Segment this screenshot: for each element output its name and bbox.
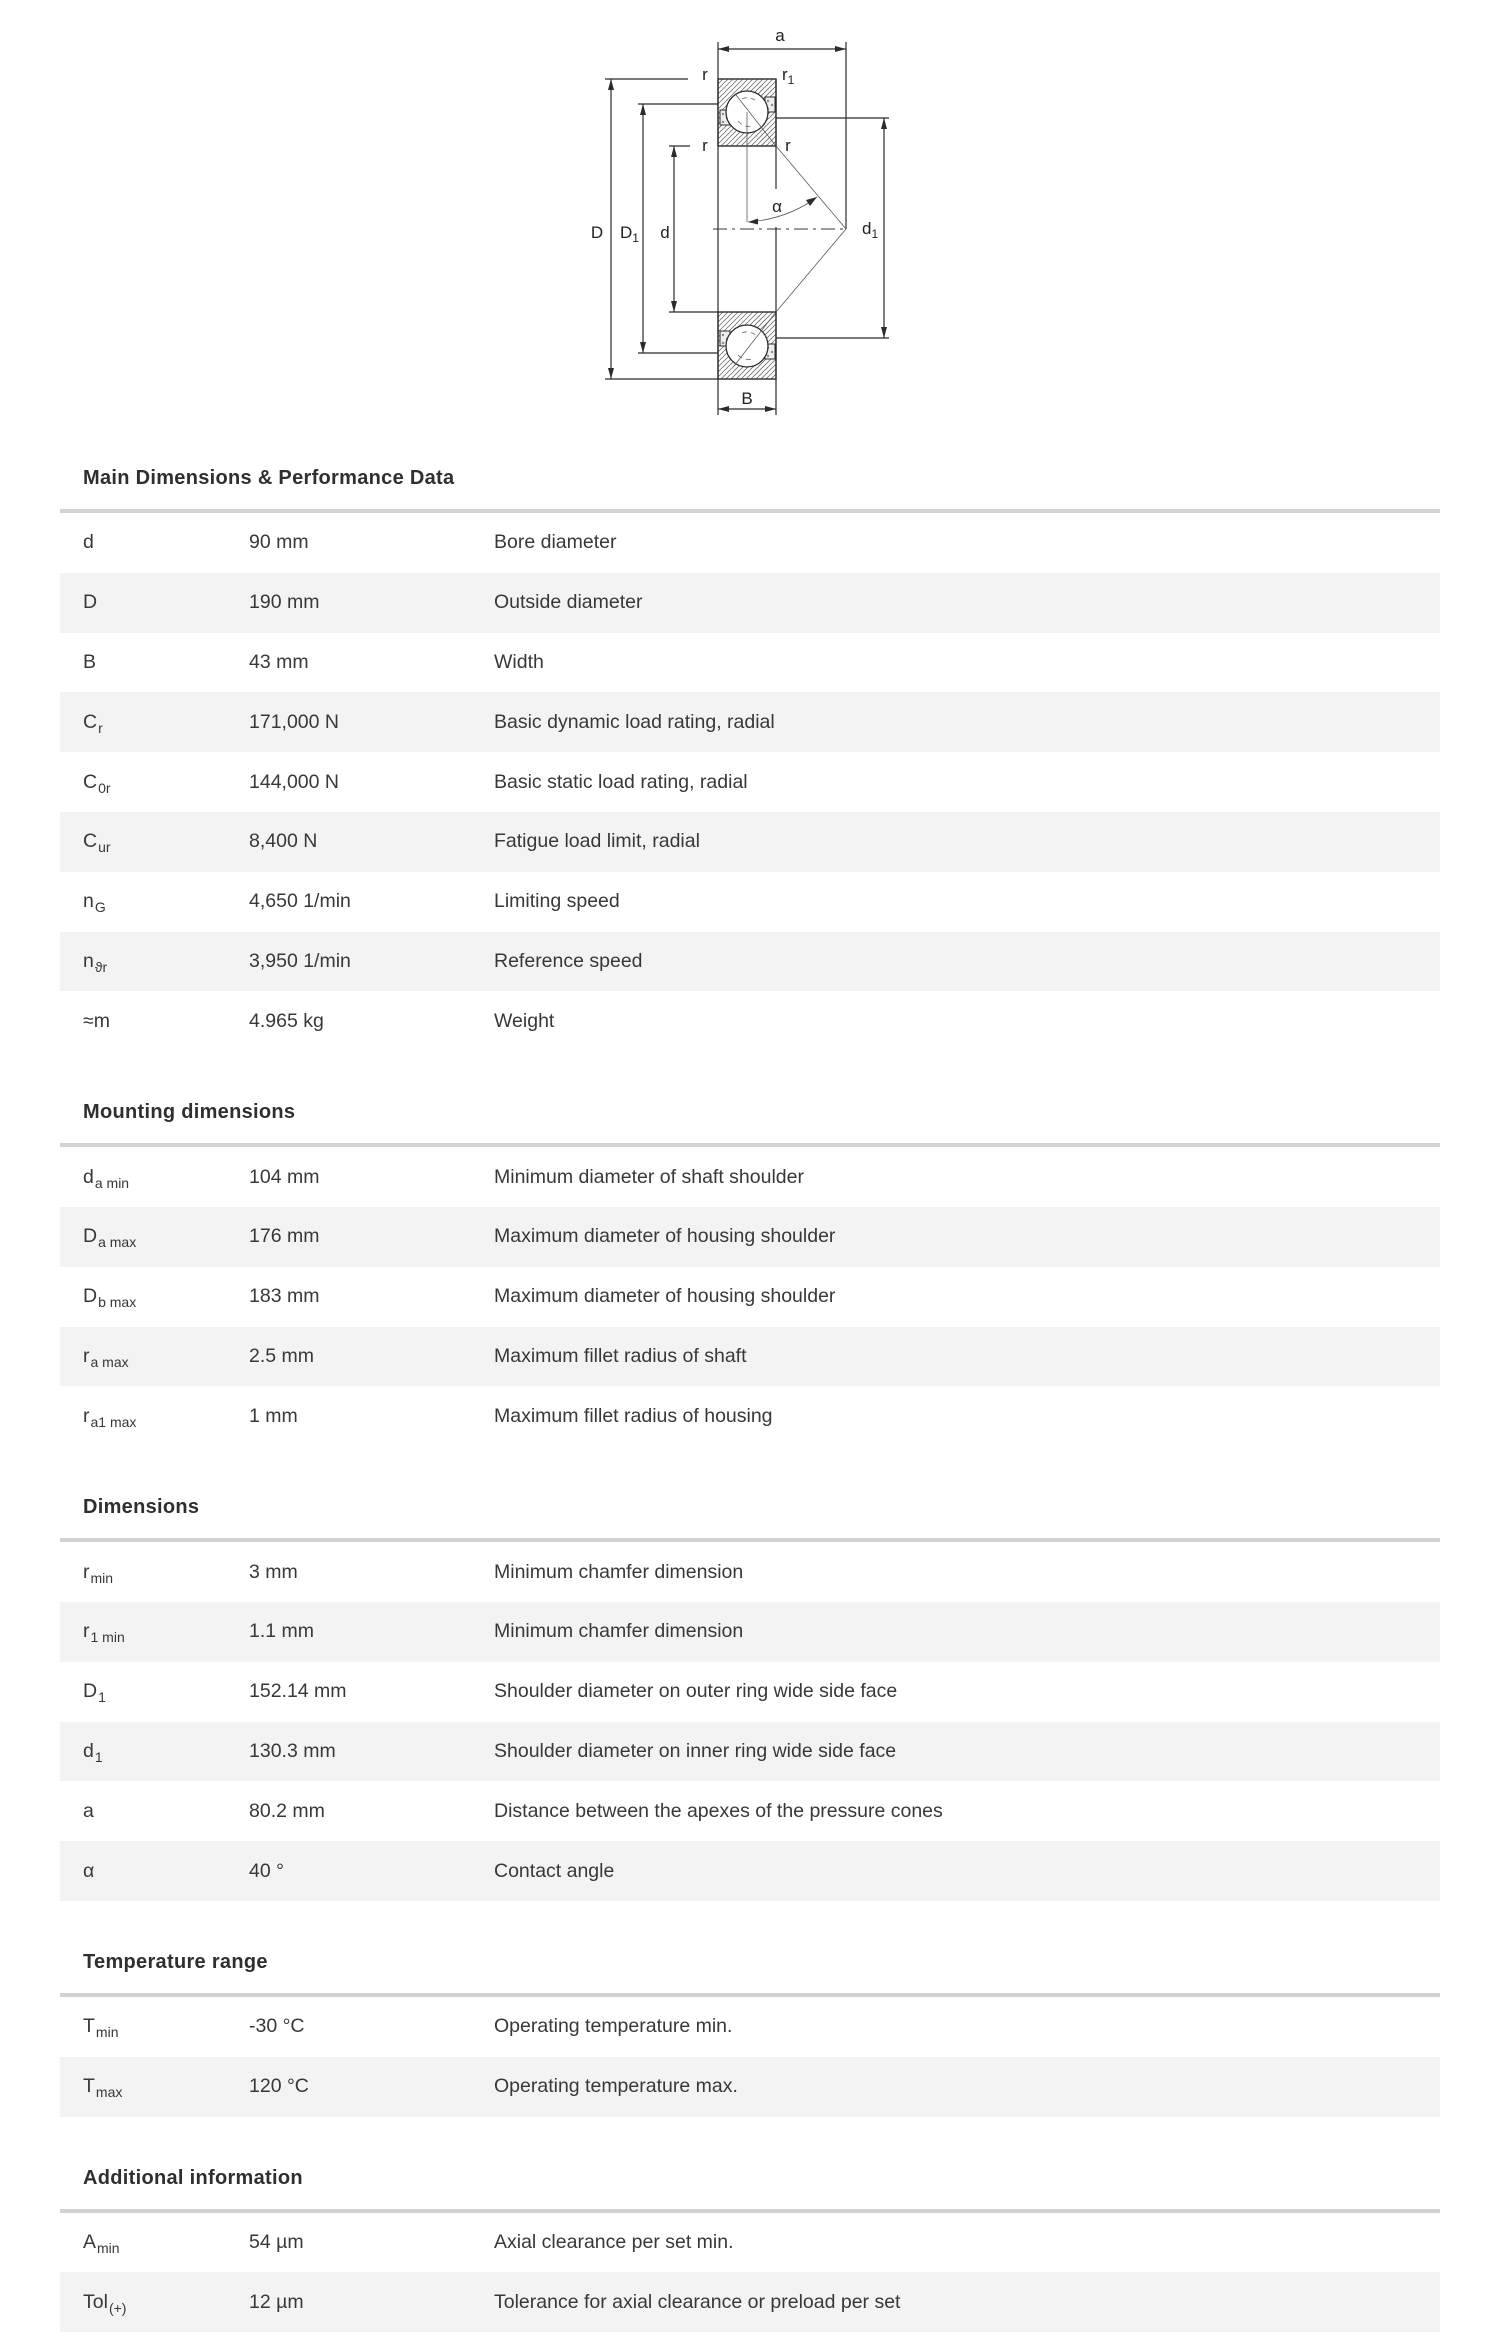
spec-description: Limiting speed: [494, 890, 620, 913]
label-base: r: [785, 136, 791, 155]
arrowhead: [671, 146, 677, 157]
symbol-base: ≈m: [83, 1009, 110, 1032]
arrowhead: [671, 301, 677, 312]
pressure-cone-upper: [776, 146, 846, 229]
spec-value: 176 mm: [249, 1225, 320, 1248]
label-base: r: [702, 65, 708, 84]
hatch-line: [771, 374, 776, 379]
spec-description: Minimum chamfer dimension: [494, 1560, 744, 1583]
symbol-base: D: [83, 1225, 98, 1248]
spec-row: [60, 513, 1440, 573]
spec-value: 40 °: [249, 1859, 284, 1882]
spec-symbol: [83, 2015, 249, 2041]
spec-value: 3 mm: [249, 1560, 298, 1583]
spec-symbol: [83, 2291, 249, 2314]
spec-row: [60, 1147, 1440, 1207]
symbol-base: n: [83, 890, 94, 913]
arrowhead: [881, 118, 887, 129]
arrowhead: [748, 219, 758, 225]
spec-symbol: [83, 950, 249, 973]
spec-description: Shoulder diameter on outer ring wide side face: [494, 1680, 898, 1703]
symbol-base: r: [83, 1620, 90, 1643]
symbol-subscript: max: [95, 2084, 123, 2101]
spec-symbol: [83, 651, 249, 674]
spec-symbol: [83, 1166, 249, 1189]
spec-symbol: [83, 1225, 249, 1251]
spec-description: Operating temperature min.: [494, 2015, 733, 2038]
spec-row: [60, 2057, 1440, 2117]
spec-value: 171,000 N: [249, 710, 339, 733]
arrowhead: [881, 327, 887, 338]
spec-symbol: [83, 711, 249, 734]
symbol-subscript: min: [90, 1569, 114, 1586]
symbol-base: D: [83, 1285, 98, 1308]
hatch-line: [718, 312, 728, 322]
section-main-dimensions: [60, 417, 1440, 1051]
symbol-base: n: [83, 949, 94, 972]
spec-description: Minimum diameter of shaft shoulder: [494, 1165, 804, 1188]
spec-value: 144,000 N: [249, 770, 339, 793]
spec-symbol: [83, 1800, 249, 1823]
spec-value: 130.3 mm: [249, 1739, 336, 1762]
label-a: [775, 26, 785, 45]
symbol-base: B: [83, 650, 97, 673]
spec-value: 190 mm: [249, 591, 320, 614]
label-subscript: 1: [632, 231, 639, 245]
arrowhead: [765, 406, 776, 412]
symbol-base: T: [83, 2015, 95, 2038]
symbol-subscript: a min: [94, 1174, 130, 1191]
spec-value: 12 µm: [249, 2290, 304, 2313]
arrowhead: [806, 197, 817, 206]
spec-symbol: [83, 771, 249, 794]
spec-description: Reference speed: [494, 949, 643, 972]
spec-row: [60, 1207, 1440, 1267]
label-r1: [782, 65, 795, 87]
spec-value: -30 °C: [249, 2015, 305, 2038]
label-base: B: [741, 389, 753, 408]
symbol-base: C: [83, 830, 98, 853]
spec-value: 54 µm: [249, 2230, 304, 2253]
spec-description: Operating temperature max.: [494, 2075, 738, 2098]
spec-row: [60, 1602, 1440, 1662]
symbol-subscript: a1 max: [90, 1413, 137, 1430]
cage-dot: [722, 121, 724, 123]
spec-symbol: [83, 2075, 249, 2101]
cage-dot: [722, 113, 724, 115]
spec-row: [60, 752, 1440, 812]
spec-description: Width: [494, 650, 544, 673]
section-additional-information: [60, 2117, 1440, 2333]
spec-value: 104 mm: [249, 1165, 320, 1188]
spec-value: 183 mm: [249, 1285, 320, 1308]
label-base: D: [620, 223, 633, 242]
specification-tables: [60, 417, 1440, 2332]
arrowhead: [718, 406, 729, 412]
section-title: Main Dimensions & Performance Data: [83, 467, 455, 489]
spec-value: 80.2 mm: [249, 1799, 325, 1822]
spec-row: [60, 1267, 1440, 1327]
spec-description: Weight: [494, 1009, 555, 1032]
spec-symbol: [83, 1345, 249, 1368]
spec-symbol: [83, 591, 249, 614]
spec-symbol: [83, 1010, 249, 1033]
symbol-base: Tol: [83, 2290, 108, 2313]
spec-description: Contact angle: [494, 1859, 615, 1882]
spec-description: Maximum diameter of housing shoulder: [494, 1225, 836, 1248]
spec-value: 3,950 1/min: [249, 949, 351, 972]
spec-symbol: [83, 830, 249, 856]
section-mounting-dimensions: [60, 1051, 1440, 1446]
symbol-base: C: [83, 770, 98, 793]
symbol-base: C: [83, 710, 98, 733]
cage-dot: [767, 355, 769, 357]
symbol-base: α: [83, 1859, 95, 1882]
symbol-base: T: [83, 2075, 95, 2098]
spec-symbol: [83, 1405, 249, 1428]
cage-dot: [771, 104, 773, 106]
spec-value: 43 mm: [249, 650, 309, 673]
spec-description: Maximum diameter of housing shoulder: [494, 1285, 836, 1308]
label-d1: [862, 219, 878, 241]
symbol-base: D: [83, 1680, 98, 1703]
spec-row: [60, 991, 1440, 1051]
hatch-line: [718, 312, 723, 317]
cage-dot: [771, 351, 773, 353]
symbol-subscript: ur: [98, 839, 111, 856]
label-base: a: [775, 26, 785, 45]
label-subscript: 1: [871, 227, 879, 241]
section-title: Additional information: [83, 2166, 303, 2189]
label-alpha: [772, 197, 782, 216]
label-base: α: [772, 197, 782, 216]
spec-row: [60, 1542, 1440, 1602]
bearing-cross-section-diagram: [0, 0, 1500, 420]
label-base: D: [590, 223, 604, 242]
lower-ball: [726, 325, 768, 367]
label-base: d: [862, 219, 872, 238]
hatch-line: [718, 79, 723, 84]
hatch-line: [766, 369, 776, 379]
section-dimensions: [60, 1446, 1440, 1901]
spec-description: Basic static load rating, radial: [494, 770, 748, 793]
spec-description: Maximum fillet radius of housing: [494, 1404, 773, 1427]
spec-description: Shoulder diameter on inner ring wide side face: [494, 1739, 897, 1762]
spec-symbol: [83, 1860, 249, 1883]
spec-description: Minimum chamfer dimension: [494, 1620, 744, 1643]
spec-row: [60, 2213, 1440, 2273]
symbol-subscript: 1: [94, 1748, 103, 1765]
label-D1: [620, 223, 639, 245]
symbol-subscript: min: [95, 2024, 119, 2041]
arrowhead: [835, 46, 846, 52]
cage-dot: [767, 100, 769, 102]
symbol-base: r: [83, 1560, 90, 1583]
section-title: Mounting dimensions: [83, 1101, 296, 1124]
arrowhead: [640, 104, 646, 115]
symbol-subscript: a max: [90, 1353, 129, 1370]
spec-description: Bore diameter: [494, 531, 617, 554]
section-temperature-range: [60, 1901, 1440, 2117]
symbol-subscript: 1: [98, 1689, 106, 1706]
spec-row: [60, 633, 1440, 693]
spec-row: [60, 1662, 1440, 1722]
lower-bearing-section: [718, 312, 776, 379]
label-D: [591, 223, 603, 242]
label-base: r: [702, 136, 708, 155]
spec-row: [60, 1841, 1440, 1901]
spec-row: [60, 1781, 1440, 1841]
spec-row: [60, 812, 1440, 872]
spec-row: [60, 1997, 1440, 2057]
label-base: d: [660, 223, 670, 242]
spec-symbol: [83, 1680, 249, 1706]
symbol-base: r: [83, 1404, 90, 1427]
spec-description: Fatigue load limit, radial: [494, 830, 700, 853]
symbol-subscript: (+): [108, 2299, 127, 2316]
spec-value: 1 mm: [249, 1404, 298, 1427]
symbol-base: d: [83, 1739, 94, 1762]
label-r-inner-left: [702, 136, 708, 155]
spec-symbol: [83, 2231, 249, 2254]
hatch-line: [718, 79, 728, 89]
spec-row: [60, 932, 1440, 992]
label-d: [660, 223, 669, 242]
spec-symbol: [83, 1740, 249, 1763]
symbol-base: d: [83, 531, 94, 554]
symbol-base: A: [83, 2230, 97, 2253]
symbol-subscript: min: [97, 2239, 120, 2256]
label-base: r: [782, 65, 788, 84]
spec-description: Axial clearance per set min.: [494, 2230, 734, 2253]
spec-value: 4,650 1/min: [249, 890, 351, 913]
symbol-subscript: 0r: [98, 779, 111, 796]
spec-symbol: [83, 1561, 249, 1584]
label-subscript: 1: [787, 73, 795, 87]
label-r-inner-right: [785, 136, 791, 155]
spec-row: [60, 573, 1440, 633]
spec-row: [60, 872, 1440, 932]
symbol-subscript: a max: [98, 1234, 137, 1251]
spec-symbol: [83, 1285, 249, 1311]
symbol-base: D: [83, 591, 98, 614]
section-title: Dimensions: [83, 1496, 200, 1519]
spec-symbol: [83, 890, 249, 916]
arrowhead: [718, 46, 729, 52]
spec-value: 8,400 N: [249, 830, 318, 853]
symbol-subscript: b max: [98, 1294, 137, 1311]
spec-symbol: [83, 1620, 249, 1646]
symbol-base: r: [83, 1344, 90, 1367]
cage-dot: [722, 342, 724, 344]
spec-symbol: [83, 531, 249, 554]
spec-row: [60, 1386, 1440, 1446]
cage-dot: [722, 334, 724, 336]
label-r-outer-left: [702, 65, 708, 84]
spec-value: 2.5 mm: [249, 1344, 315, 1367]
pressure-cone-lower: [776, 229, 846, 312]
symbol-subscript: 1 min: [90, 1629, 125, 1646]
symbol-subscript: ϑr: [94, 958, 108, 975]
spec-row: [60, 1722, 1440, 1782]
spec-value: 120 °C: [249, 2075, 309, 2098]
arrowhead: [608, 79, 614, 90]
arrowhead: [608, 368, 614, 379]
spec-row: [60, 1327, 1440, 1387]
spec-description: Outside diameter: [494, 591, 643, 614]
symbol-base: a: [83, 1799, 94, 1822]
spec-row: [60, 2272, 1440, 2332]
spec-description: Distance between the apexes of the pressure cones: [494, 1799, 943, 1822]
symbol-subscript: G: [94, 899, 106, 916]
spec-row: [60, 692, 1440, 752]
spec-value: 152.14 mm: [249, 1680, 347, 1703]
spec-value: 1.1 mm: [249, 1620, 315, 1643]
symbol-subscript: r: [98, 719, 103, 736]
label-B: [741, 389, 752, 408]
spec-value: 90 mm: [249, 531, 309, 554]
spec-description: Tolerance for axial clearance or preload per set: [494, 2290, 901, 2313]
arrowhead: [640, 342, 646, 353]
section-title: Temperature range: [83, 1950, 268, 1973]
spec-value: 4.965 kg: [249, 1009, 324, 1032]
symbol-base: d: [83, 1165, 94, 1188]
spec-description: Maximum fillet radius of shaft: [494, 1344, 747, 1367]
spec-description: Basic dynamic load rating, radial: [494, 710, 775, 733]
